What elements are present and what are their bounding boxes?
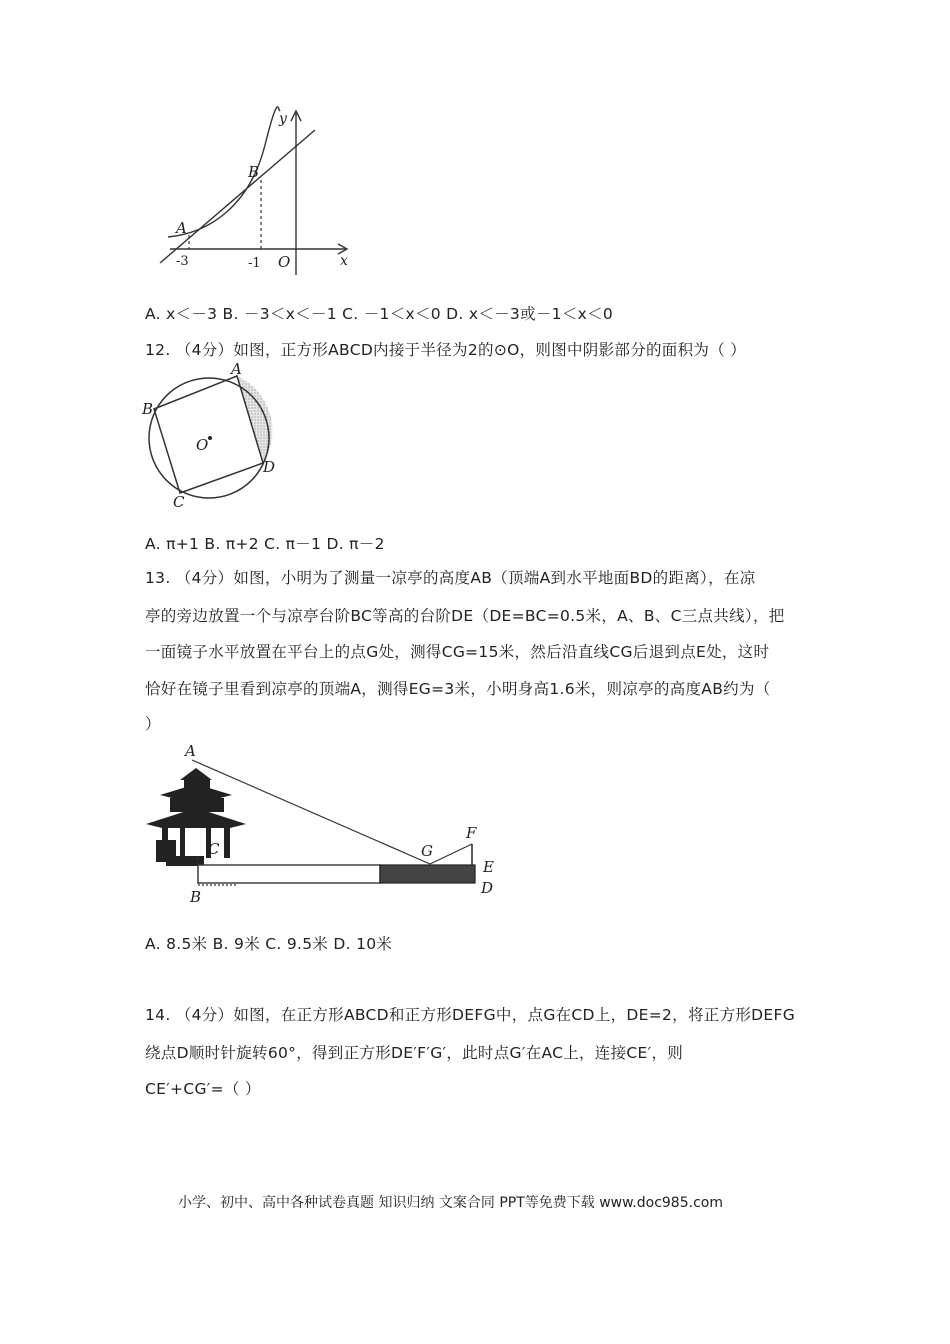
label-c: C <box>173 493 185 511</box>
label-e: E <box>483 858 494 876</box>
label-b: B <box>142 400 154 418</box>
label-b: B <box>190 888 202 906</box>
label-d: D <box>481 879 494 897</box>
label-a: A <box>231 362 242 378</box>
label-y: y <box>279 111 287 127</box>
tick-neg1: -1 <box>248 256 261 271</box>
q13-stem-line-4: 恰好在镜子里看到凉亭的顶端A，测得EG=3米，小明身高1.6米，则凉亭的高度AB约为（ <box>145 680 771 698</box>
circle-square-figure-q12 <box>140 362 290 512</box>
curve <box>168 107 280 237</box>
tick-neg3: -3 <box>176 254 189 269</box>
q14-stem-line-2: 绕点D顺时针旋转60°，得到正方形DE′F′G′，此时点G′在AC上，连接CE′，则 <box>145 1044 684 1062</box>
q13-stem-line-2: 亭的旁边放置一个与凉亭台阶BC等高的台阶DE（DE=BC=0.5米，A、B、C三点共线），把 <box>145 607 785 625</box>
line-gf <box>430 844 472 864</box>
q12-options: A. π+1 B. π+2 C. π－1 D. π－2 <box>145 535 385 553</box>
label-a: A <box>185 742 196 760</box>
label-g: G <box>421 842 433 860</box>
step-de <box>380 865 475 883</box>
label-o: O <box>278 253 291 271</box>
label-a: A <box>176 219 187 237</box>
platform <box>198 865 380 883</box>
straight-line <box>160 130 315 263</box>
label-c: C <box>208 840 220 858</box>
label-b: B <box>248 163 260 181</box>
q13-stem-line-3: 一面镜子水平放置在平台上的点G处，测得CG=15米，然后沿直线CG后退到点E处，这时 <box>145 643 770 661</box>
page-footer: 小学、初中、高中各种试卷真题 知识归纳 文案合同 PPT等免费下载 www.doc985.com <box>178 1195 723 1211</box>
q14-stem-line-1: 14. （4分）如图，在正方形ABCD和正方形DEFG中，点G在CD上，DE=2，将正方形DEFG <box>145 1006 796 1024</box>
q14-stem-line-3: CE′+CG′=（ ） <box>145 1080 261 1098</box>
label-x: x <box>340 253 348 269</box>
pavilion-figure-q13 <box>140 740 505 910</box>
q12-stem: 12. （4分）如图，正方形ABCD内接于半径为2的⊙O，则图中阴影部分的面积为（ ） <box>145 341 747 359</box>
label-f: F <box>466 824 477 842</box>
q13-options: A. 8.5米 B. 9米 C. 9.5米 D. 10米 <box>145 935 393 953</box>
label-d: D <box>263 458 276 476</box>
graph-figure-q11 <box>140 105 360 280</box>
q13-stem-line-1: 13. （4分）如图，小明为了测量一凉亭的高度AB（顶端A到水平地面BD的距离），在凉 <box>145 569 756 587</box>
q11-options: A. x＜－3 B. －3＜x＜－1 C. －1＜x＜0 D. x＜－3或－1＜x＜0 <box>145 305 614 323</box>
center-dot <box>208 436 212 440</box>
label-o: O <box>196 436 209 454</box>
q13-stem-line-5: ） <box>145 715 161 733</box>
pavilion-icon <box>146 768 246 866</box>
